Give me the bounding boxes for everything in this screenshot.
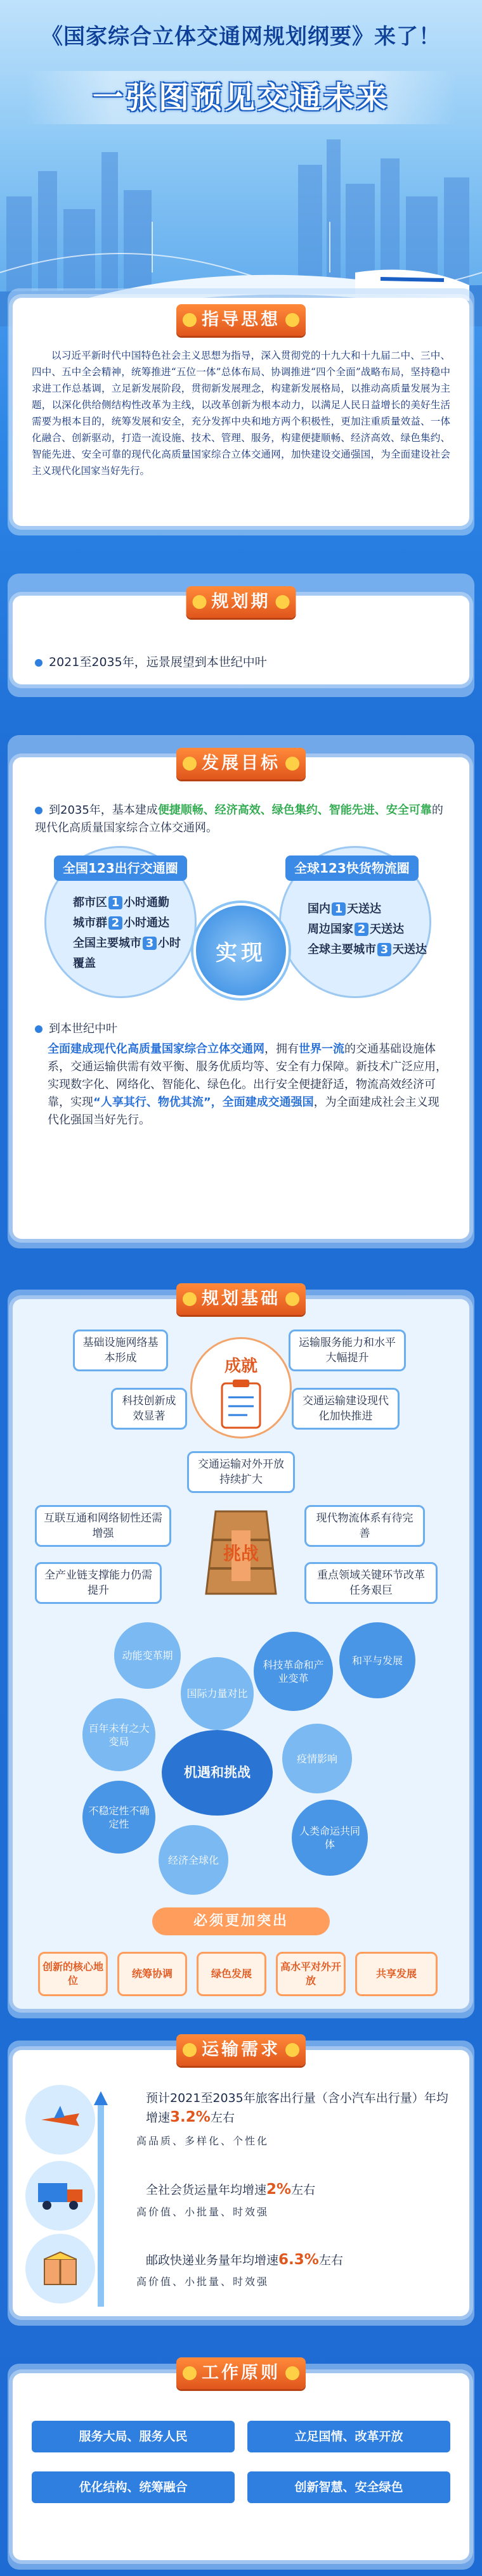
challenge-item: 重点领域关键环节改革任务艰巨 xyxy=(304,1562,438,1604)
watermark: 东方网交通运营办 xyxy=(355,2544,446,2557)
opportunity-bubble: 动能变革期 xyxy=(114,1622,181,1689)
page-title: 《国家综合立体交通网规划纲要》来了！ xyxy=(41,24,441,49)
principle-item: 服务大局、服务人民 xyxy=(32,2421,235,2452)
opportunity-bubble: 经济全球化 xyxy=(159,1825,228,1895)
period-tag: 规划期 xyxy=(186,586,296,618)
challenge-item: 现代物流体系有待完善 xyxy=(304,1505,425,1547)
principle-item: 优化结构、统筹融合 xyxy=(32,2471,235,2503)
achievement-item: 交通运输建设现代化加快推进 xyxy=(292,1388,400,1430)
goals-intro: 到2035年，基本建成便捷顺畅、经济高效、绿色集约、智能先进、安全可靠的现代化高质量国家综合立体交通网。 xyxy=(35,804,443,835)
truck-icon xyxy=(37,2180,85,2212)
mid-century-heading: 到本世纪中叶 xyxy=(35,1020,447,1038)
demand-tag: 运输需求 xyxy=(176,2034,306,2066)
demand-text: 预计2021至2035年旅客出行量（含小汽车出行量）年均增速3.2%左右 xyxy=(146,2091,448,2125)
must-item: 共享发展 xyxy=(355,1952,438,1996)
travel-circle-title: 全国123出行交通圈 xyxy=(54,855,187,881)
challenge-item: 全产业链支撑能力仍需提升 xyxy=(35,1562,162,1604)
demand-sub: 高价值、小批量、时效强 xyxy=(136,2276,270,2288)
must-item: 创新的核心地位 xyxy=(38,1952,108,1996)
achievement-item: 运输服务能力和水平大幅提升 xyxy=(289,1330,406,1371)
challenge-label: 挑战 xyxy=(223,1543,259,1564)
bullet-dot xyxy=(35,659,42,667)
principles-card xyxy=(13,2373,469,2560)
opportunity-bubble: 和平与发展 xyxy=(339,1622,415,1698)
travel-line-2: 城市群 2 小时通达 xyxy=(73,916,169,930)
realize-badge: 实现 xyxy=(193,903,289,998)
challenge-item: 互联互通和网络韧性还需增强 xyxy=(35,1505,171,1547)
opportunity-center: 机遇和挑战 xyxy=(162,1730,273,1816)
page-subtitle: 一张图预见交通未来 xyxy=(92,80,389,115)
guide-text: 以习近平新时代中国特色社会主义思想为指导，深入贯彻党的十九大和十九届二中、三中、四中、五中全会精神，统筹推进“五位一体”总体布局、协调推进“四个全面”战略布局，坚持稳中求进工作总基调，立足新发展阶段，贯彻新发展理念，构建新发展格局，以推动高质量发展为主题，以深化供给侧结构性改革为主线，以改革创新为根本动力，以满足人民日益增长的美好生活需要为根本目的，统筹发展和安全，充分发挥中央和地方两个积极性，更加注重质量效益、一体化融合、创新驱动，打造一流设施、技术、管理、服务，构建便捷顺畅、经济高效、绿色集约、智能先进、安全可靠的现代化高质量国家综合立体交通网，加快建设交通强国，为全面建设社会主义现代化国家当好先行。 xyxy=(32,350,450,477)
period-text: 2021至2035年，远景展望到本世纪中叶 xyxy=(49,655,267,669)
demand-text: 全社会货运量年均增速2%左右 xyxy=(146,2181,316,2198)
bullet-dot xyxy=(35,1025,42,1033)
freight-line-1: 国内 1 天送达 xyxy=(308,902,381,916)
growth-arrow-icon xyxy=(94,2091,108,2307)
travel-line-3: 全国主要城市 3 小时 xyxy=(73,937,181,950)
must-item: 统筹协调 xyxy=(117,1952,187,1996)
opportunity-bubble: 疫情影响 xyxy=(282,1724,352,1793)
must-tag: 必须更加突出 xyxy=(152,1907,330,1935)
principle-item: 创新智慧、安全绿色 xyxy=(247,2471,450,2503)
travel-line-4: 覆盖 xyxy=(73,957,96,970)
clipboard-icon xyxy=(219,1378,263,1429)
achievement-item: 科技创新成效显著 xyxy=(111,1388,187,1430)
demand-sub: 高品质、多样化、个性化 xyxy=(136,2135,270,2147)
achievement-item: 基础设施网络基本形成 xyxy=(73,1330,168,1371)
demand-row xyxy=(25,2234,457,2310)
opportunity-bubble: 国际力量对比 xyxy=(181,1657,254,1730)
period-text-row xyxy=(35,653,267,670)
principles-tag: 工作原则 xyxy=(176,2357,306,2389)
parcel-icon xyxy=(41,2250,79,2288)
foundation-tag: 规划基础 xyxy=(176,1283,306,1315)
opportunity-bubble: 不稳定性不确定性 xyxy=(82,1781,155,1854)
demand-sub: 高价值、小批量、时效强 xyxy=(136,2206,270,2218)
travel-line-1: 都市区 1 小时通勤 xyxy=(73,896,169,909)
demand-row xyxy=(25,2161,457,2237)
subtitle-banner xyxy=(25,71,457,124)
demand-text: 邮政快递业务量年均增速6.3%左右 xyxy=(146,2252,343,2268)
must-item: 绿色发展 xyxy=(197,1952,266,1996)
goals-tag: 发展目标 xyxy=(176,748,306,779)
hero-section xyxy=(0,0,482,326)
mid-century-text: 全面建成现代化高质量国家综合立体交通网，拥有世界一流的交通基础设施体系，交通运输供需有效平衡、服务优质均等、安全有力保障。新技术广泛应用，实现数字化、网络化、智能化、绿色化。出行安全便捷舒适，物流高效经济可靠，实现“人享其行、物优其流”，全面建成交通强国，为全面建成社会主义现代化强国当好先行。 xyxy=(48,1042,447,1127)
guide-tag: 指导思想 xyxy=(176,304,306,336)
principle-item: 立足国情、改革开放 xyxy=(247,2421,450,2452)
freight-line-3: 全球主要城市 3 天送达 xyxy=(308,943,427,956)
demand-row xyxy=(25,2085,457,2161)
must-item: 高水平对外开放 xyxy=(276,1952,346,1996)
achievement-item: 交通运输对外开放持续扩大 xyxy=(187,1451,295,1493)
opportunity-bubble: 百年未有之大变局 xyxy=(82,1698,155,1771)
freight-line-2: 周边国家 2 天送达 xyxy=(308,923,404,936)
opportunity-bubble: 人类命运共同体 xyxy=(292,1800,368,1876)
airplane-icon xyxy=(38,2101,82,2139)
opportunity-bubble: 科技革命和产业变革 xyxy=(254,1632,333,1711)
bullet-dot xyxy=(35,807,42,814)
achievement-label: 成就 xyxy=(224,1357,257,1376)
freight-circle-title: 全球123快货物流圈 xyxy=(285,855,419,881)
